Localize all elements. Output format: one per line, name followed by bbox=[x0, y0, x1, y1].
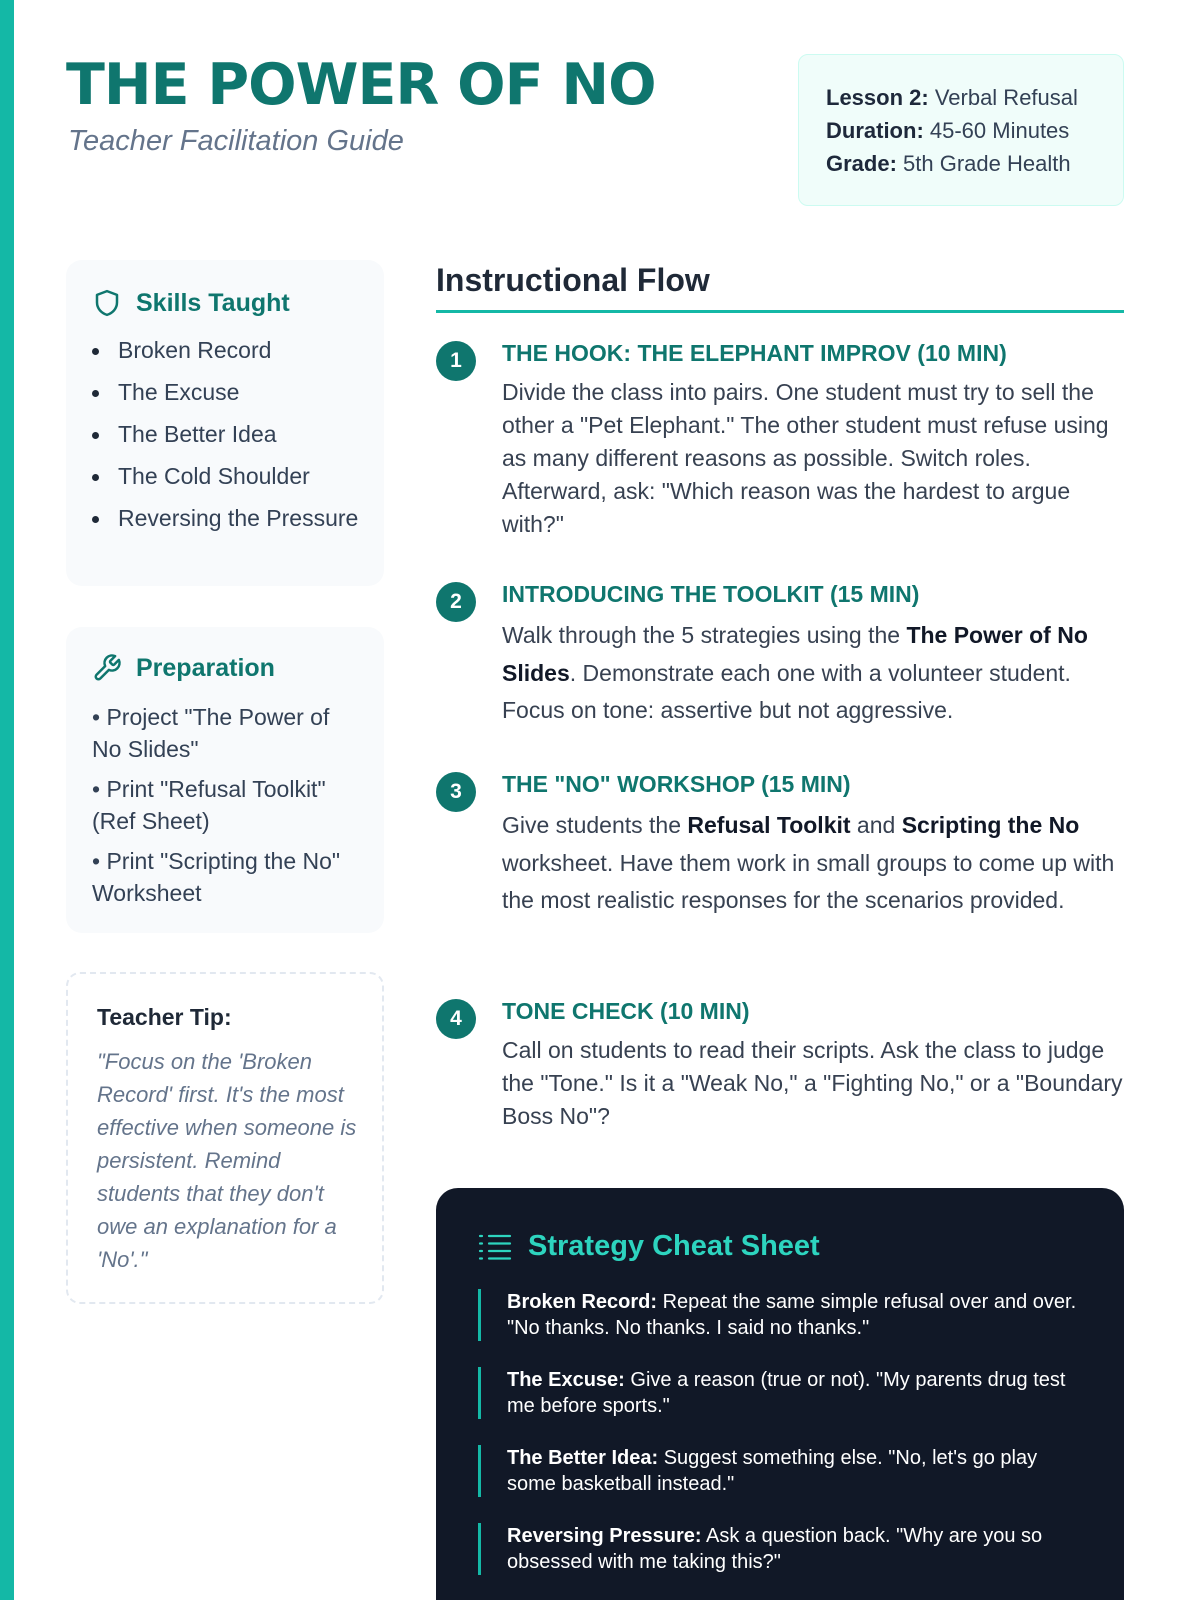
list-item: Broken Record bbox=[92, 336, 384, 365]
lesson-info-box bbox=[798, 54, 1124, 206]
slides-resource-name: The Power of No Slides bbox=[502, 622, 1088, 686]
step-number-badge: 2 bbox=[436, 582, 476, 622]
step-text-part: Walk through the 5 strategies using the bbox=[502, 622, 907, 648]
page-title: THE POWER OF NO bbox=[66, 52, 656, 118]
flow-step-3 bbox=[436, 770, 1124, 920]
step-body bbox=[502, 770, 1124, 920]
list-item: The Better Idea bbox=[92, 420, 384, 449]
grade-line bbox=[826, 147, 1123, 180]
teacher-tip-box bbox=[66, 972, 384, 1304]
strategy-cheat-sheet bbox=[436, 1188, 1124, 1600]
lesson-label: Lesson 2: bbox=[826, 85, 929, 110]
grade-value: 5th Grade Health bbox=[896, 151, 1071, 176]
lesson-line bbox=[826, 81, 1123, 114]
step-text bbox=[502, 617, 1124, 730]
list-item: Reversing the Pressure bbox=[92, 504, 384, 533]
flow-heading: Instructional Flow bbox=[436, 262, 710, 298]
lesson-value: Verbal Refusal bbox=[928, 85, 1078, 110]
list-item: • Print "Scripting the No" Worksheet bbox=[92, 848, 341, 906]
cheat-sheet-item bbox=[478, 1289, 1088, 1341]
list-icon bbox=[478, 1232, 512, 1262]
list-item: • Project "The Power of No Slides" bbox=[92, 704, 330, 762]
toolkit-resource-name: Refusal Toolkit bbox=[687, 812, 851, 838]
step-text-part: and bbox=[850, 812, 902, 838]
step-text-part: . Demonstrate each one with a volunteer student. Focus on tone: assertive but not aggressive. bbox=[502, 659, 1071, 723]
cheat-sheet-item bbox=[478, 1367, 1088, 1419]
list-item: • Print "Refusal Toolkit" (Ref Sheet) bbox=[92, 776, 326, 834]
wrench-icon bbox=[92, 653, 122, 683]
step-body bbox=[502, 580, 1124, 730]
cheat-sheet-item bbox=[478, 1445, 1088, 1497]
cheat-sheet-header bbox=[478, 1230, 1088, 1263]
strategy-description: Suggest something else. "No, let's go play some basketball instead." bbox=[507, 1447, 1038, 1495]
strategy-term: Reversing Pressure: bbox=[507, 1525, 702, 1547]
list-item: The Cold Shoulder bbox=[92, 462, 384, 491]
list-item: The Excuse bbox=[92, 378, 384, 407]
preparation-list bbox=[92, 701, 384, 909]
preparation-card bbox=[66, 627, 384, 933]
step-text: Divide the class into pairs. One student must try to sell the other a "Pet Elephant." The other student must refuse using as many different reasons as possible. Switch roles. Afterward, ask: "Which reason was the hardest to argue with?" bbox=[502, 379, 1109, 537]
step-text bbox=[502, 807, 1124, 920]
step-title: INTRODUCING THE TOOLKIT (15 MIN) bbox=[502, 581, 920, 607]
flow-divider bbox=[436, 310, 1124, 313]
step-title: TONE CHECK (10 MIN) bbox=[502, 998, 750, 1024]
page-subtitle: Teacher Facilitation Guide bbox=[68, 125, 404, 157]
step-number-badge: 1 bbox=[436, 341, 476, 381]
strategy-description: Ask a question back. "Why are you so obsessed with me taking this?" bbox=[507, 1525, 1043, 1573]
flow-step-4 bbox=[436, 997, 1124, 1133]
teacher-tip-quote: "Focus on the 'Broken Record' first. It's the most effective when someone is persistent. Remind students that they don't owe an explanation for a 'No'." bbox=[97, 1049, 357, 1272]
strategy-description: Repeat the same simple refusal over and over. "No thanks. No thanks. I said no thanks." bbox=[507, 1291, 1077, 1339]
skills-card-header bbox=[92, 288, 384, 318]
skills-list bbox=[92, 336, 384, 533]
flow-step-1 bbox=[436, 339, 1124, 541]
step-title: THE "NO" WORKSHOP (15 MIN) bbox=[502, 771, 851, 797]
duration-value: 45-60 Minutes bbox=[923, 118, 1070, 143]
step-text-part: worksheet. Have them work in small groups to come up with the most realistic responses for the scenarios provided. bbox=[502, 849, 1115, 913]
strategy-description: Give a reason (true or not). "My parents drug test me before sports." bbox=[507, 1369, 1066, 1417]
worksheet-resource-name: Scripting the No bbox=[901, 812, 1080, 838]
step-body bbox=[502, 339, 1124, 541]
shield-icon bbox=[92, 288, 122, 318]
duration-line bbox=[826, 114, 1123, 147]
preparation-card-header bbox=[92, 653, 384, 683]
step-text: Call on students to read their scripts. Ask the class to judge the "Tone." Is it a "Weak No," a "Fighting No," or a "Boundary Boss No"? bbox=[502, 1037, 1123, 1129]
preparation-card-title: Preparation bbox=[136, 653, 275, 682]
accent-bar bbox=[0, 0, 14, 1600]
cheat-sheet-item bbox=[478, 1523, 1088, 1575]
cheat-sheet-title: Strategy Cheat Sheet bbox=[528, 1230, 820, 1262]
step-number-badge: 4 bbox=[436, 999, 476, 1039]
grade-label: Grade: bbox=[826, 151, 897, 176]
strategy-term: The Excuse: bbox=[507, 1369, 625, 1391]
skills-card-title: Skills Taught bbox=[136, 288, 290, 317]
step-number-badge: 3 bbox=[436, 772, 476, 812]
step-title: THE HOOK: THE ELEPHANT IMPROV (10 MIN) bbox=[502, 340, 1007, 366]
duration-label: Duration: bbox=[826, 118, 924, 143]
step-text-part: Give students the bbox=[502, 812, 688, 838]
teacher-tip-label: Teacher Tip: bbox=[97, 1004, 232, 1030]
skills-card bbox=[66, 260, 384, 586]
strategy-term: Broken Record: bbox=[507, 1291, 658, 1313]
strategy-term: The Better Idea: bbox=[507, 1447, 659, 1469]
step-body bbox=[502, 997, 1124, 1133]
flow-step-2 bbox=[436, 580, 1124, 730]
